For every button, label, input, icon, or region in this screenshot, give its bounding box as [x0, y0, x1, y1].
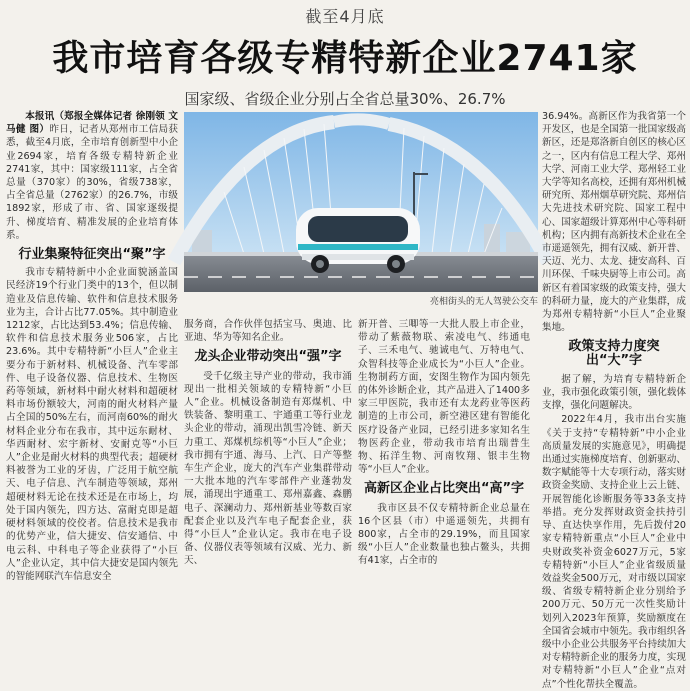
- section-title-4: 政策支持力度突出“大”字: [568, 339, 660, 368]
- lead-text: 昨日，记者从郑州市工信局获悉，截至4月底，全市培育创新型中小企业2694家，培育各级专精特新企业2741家，其中：国家级111家，占全省总量（370家）的30%，省级738家，占全省总量（2762家）的26.7%，市级1892家，形成了市、省、国家逐级提升、梯度培育、精准发展的企业培育体系。: [6, 124, 179, 241]
- autonomous-bus-bridge-photo: [184, 112, 538, 292]
- photo: [184, 112, 538, 292]
- photo-caption: 亮相街头的无人驾驶公交车: [429, 297, 538, 307]
- column-4: [542, 110, 686, 690]
- section-title-2: 龙头企业带动突出“强”字: [194, 349, 342, 365]
- subtitle: 国家级、省级企业分别占全省总量30%、26.7%: [184, 90, 506, 108]
- column-3: [358, 318, 530, 567]
- paragraph: 服务商，合作伙伴包括宝马、奥迪、比亚迪、华为等知名企业。: [184, 319, 352, 344]
- lead-paragraph: [6, 110, 178, 242]
- paragraph: 新开普、三唧等一大批人股上市企业，带动了紫薇物联、索凌电气、纬通电子、三禾电气、驰诚电气、万特电气、众智科技等企业成长为“小巨人”企业。生物制药方面，安图生物作为国内领先的体外诊断企业，其产品进入了1400多家三甲医院，我市还有太龙药业等医药制造的上市公司，新空港区建有智能化医疗设备产业园，已经引进多家知名生物医药企业，带动我市培育出瑞普生物、拓洋生物、河南牧翔、银丰生物等“小巨人”企业。: [358, 319, 530, 476]
- section-title-1: 行业集聚特征突出“聚”字: [18, 247, 166, 263]
- paragraph: 2022年4月，我市出台实施《关于支持“专精特新”中小企业高质量发展的实施意见》，明确提出通过实施梯度培育、创新驱动、数字赋能等十大专项行动，落实财政资金奖励、支持企业上云上链、开展智能化诊断服务等33条支持举措。充分发挥财政资金扶持引导、直达快享作用，先后拨付20家专精特新重点“小巨人”企业中央财政奖补资金6027万元，5家专精特新“小巨人”企业省级质量效益奖金500万元，对市级以国家级、省级专精特新企业分别给予200万元、50万元一次性奖励计划列入2023年预算，奖励额度在全国省会城市中领先。我市组织各级中小企业公共服务平台持续加大对专精特新企业的服务力度，实现对专精特新“小巨人”企业“点对点”个性化帮扶全覆盖。: [542, 414, 686, 690]
- section-title-3: 高新区企业占比突出“高”字: [363, 481, 525, 497]
- column-1: [6, 110, 179, 582]
- byline: 本报讯（郑报全媒体记者 徐刚领 文马健 图）: [6, 111, 178, 136]
- paragraph: 据了解，为培育专精特新企业，我市强化政策引领，强化载体支撑，强化问题解决。: [542, 373, 686, 412]
- paragraph: 受千亿级主导产业的带动，我市涌现出一批相关领域的专精特新“小巨人”企业。机械设备制造有郑煤机、中铁装备、黎明重工、宇通重工等行业龙头企业的带动，涌现出凯雪冷链、新天力重工、郑煤机综机等“小巨人”企业；我市拥有宇通、海马、上汽、日产等整车生产企业，庞大的汽车产业集群带动一大批本地的汽车零部件产业蓬勃发展，涌现出宇通重工、郑州嘉鑫、森鹏电子、深澜动力、郑州新基业等数百家配套企业以及汽车电子配套企业，获得“小巨人”企业认定。我市在电子设备、仪器仪表等领域有汉威、光力、新天、: [184, 370, 352, 567]
- paragraph: 我市专精特新中小企业面貌涵盖国民经济19个行业门类中的13个，但以制造业及信息传输、软件和信息技术服务业为主，合计占比77.05%。其中制造业1212家，占比达到53.4%；信息传输、软件和信息技术服务业506家，占比23.6%。其中专精特新“小巨人”企业主要分布于新材料、机械设备、汽车零部件、电子设备仪器、信息技术、生物医药等领域，新材料中耐火材料和超硬材料市场份额较大，河南的耐火材料产量占全国的50%左右，而河南60%的耐火材料企业分布在我市，其中远东耐材、华西耐材、宏宇新材、安耐克等“小巨人”企业是耐火材料的典型代表；超硬材料被誉为工业的牙齿，广泛用于航空航天、电子信息、汽车制造等领域，郑州超硬材料无论在技术还是在市场上，均处于国内领先，四方达、富耐克即是超硬材料领域的佼佼者。信息技术是我市的优势产业，信大捷安、信安通信、中电云科、中科电子等企业获得了“小巨人”企业认定，其中信大捷安是国内领先的智能网联汽车信息安全: [6, 267, 178, 582]
- paragraph: 36.94%。高新区作为我省第一个开发区，也是全国第一批国家级高新区，还是郑洛新自创区的核心区之一，区内有信息工程大学、郑州大学、河南工业大学、郑州轻工业大学等知名高校，还拥有郑州机械研究所、郑州烟草研究院、郑州信大先进技术研究院、国家工程中心、国家超级计算郑州中心等科研机构；区内拥有高新技术企业在全市遥遥领先，拥有汉威、新开普、天迈、光力、太龙、捷安高科、百川环保、千味央厨等上市公司。高新区有着国家级的政策支持，强大的科研力量，庞大的产业集群，成为郑州专精特新“小巨人”企业聚集地。: [542, 111, 686, 334]
- column-2: [184, 318, 352, 567]
- paragraph: 我市区县不仅专精特新企业总量在16个区县（市）中遥遥领先，共拥有800家，占全市的29.19%，而且国家级“小巨人”企业数量也独占鳌头，共拥有41家，占全市的: [358, 502, 530, 567]
- headline: 我市培育各级专精特新企业2741家: [52, 38, 638, 79]
- kicker: 截至4月底: [305, 7, 385, 26]
